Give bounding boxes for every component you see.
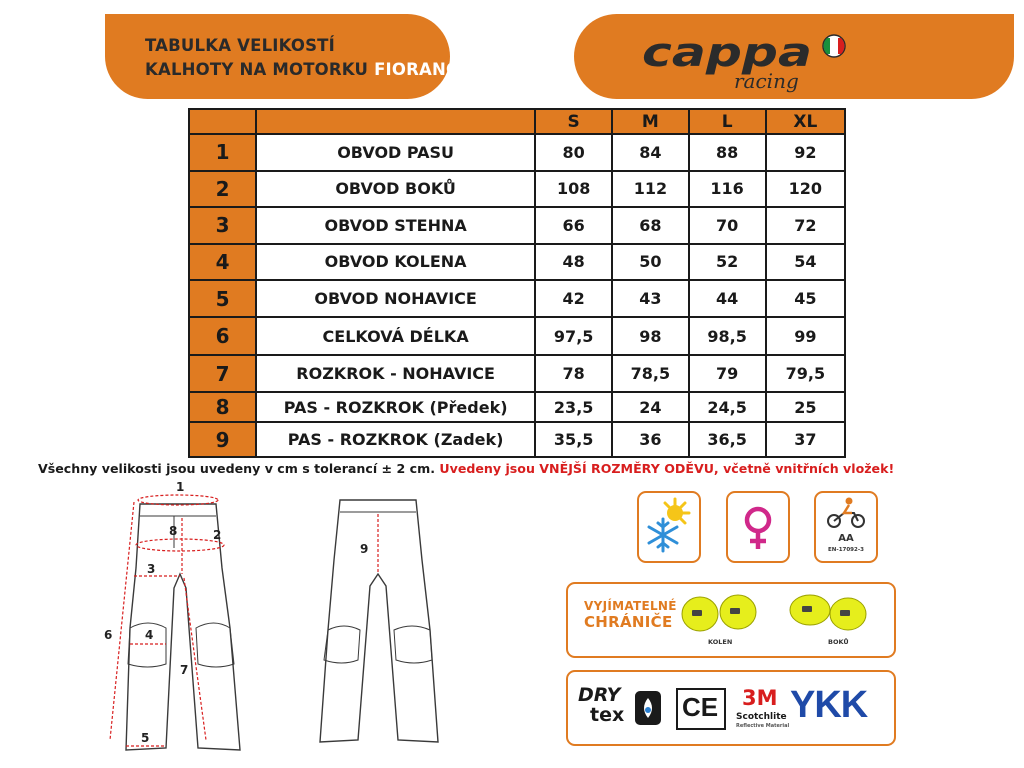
protectors-title <box>584 598 677 630</box>
size-value-xl: 120 <box>766 171 845 208</box>
hip-label: BOKŮ <box>828 638 849 646</box>
table-row <box>189 207 845 244</box>
size-value-s: 35,5 <box>535 422 612 457</box>
size-value-xl: 25 <box>766 392 845 422</box>
size-value-m: 84 <box>612 134 688 171</box>
drytex-top: DRY <box>578 684 621 706</box>
logo-subtext: racing <box>734 69 799 93</box>
measure-label-9: 9 <box>360 542 369 556</box>
row-label: OBVOD STEHNA <box>256 207 535 244</box>
row-number: 3 <box>189 207 256 244</box>
row-number: 7 <box>189 355 256 392</box>
size-header-m: M <box>612 109 688 134</box>
protectors-panel <box>566 582 896 658</box>
row-label: OBVOD NOHAVICE <box>256 280 535 317</box>
measure-label-5: 5 <box>141 731 150 745</box>
table-row <box>189 317 845 356</box>
rating-card <box>814 491 878 563</box>
size-value-s: 42 <box>535 280 612 317</box>
size-value-l: 116 <box>689 171 766 208</box>
size-value-l: 36,5 <box>689 422 766 457</box>
size-value-m: 98 <box>612 317 688 356</box>
drytex-drop-icon <box>634 690 662 726</box>
rating-norm: EN-17092-3 <box>828 547 864 553</box>
size-value-l: 88 <box>689 134 766 171</box>
measure-label-6: 6 <box>104 628 113 642</box>
gender-card <box>726 491 790 563</box>
row-label: OBVOD BOKŮ <box>256 171 535 208</box>
season-card <box>637 491 701 563</box>
ykk-logo <box>790 682 890 732</box>
size-value-m: 50 <box>612 244 688 281</box>
motorcycle-rider-icon <box>816 493 876 533</box>
ce-text: CE <box>682 692 719 722</box>
size-value-s: 78 <box>535 355 612 392</box>
ce-mark <box>676 688 726 730</box>
size-value-l: 52 <box>689 244 766 281</box>
row-label: PAS - ROZKROK (Předek) <box>256 392 535 422</box>
size-value-m: 68 <box>612 207 688 244</box>
scotchlite-logo <box>734 684 794 734</box>
row-label: OBVOD KOLENA <box>256 244 535 281</box>
row-label: ROZKROK - NOHAVICE <box>256 355 535 392</box>
size-value-m: 24 <box>612 392 688 422</box>
knee-pad-icon <box>682 595 756 631</box>
measure-label-1: 1 <box>176 480 185 494</box>
size-header-l: L <box>689 109 766 134</box>
row-number: 8 <box>189 392 256 422</box>
measure-label-7: 7 <box>180 663 189 677</box>
knee-label: KOLEN <box>708 638 733 646</box>
row-label: OBVOD PASU <box>256 134 535 171</box>
size-value-l: 70 <box>689 207 766 244</box>
size-value-xl: 99 <box>766 317 845 356</box>
size-header-xl: XL <box>766 109 845 134</box>
m3-text: 3M <box>742 686 778 710</box>
rating-aa: AA <box>838 533 854 544</box>
label-header-cell <box>256 109 535 134</box>
table-row <box>189 171 845 208</box>
row-number: 2 <box>189 171 256 208</box>
size-value-xl: 92 <box>766 134 845 171</box>
size-value-l: 98,5 <box>689 317 766 356</box>
title-product: KALHOTY NA MOTORKU <box>145 60 369 79</box>
snowflake-sun-icon <box>639 493 699 561</box>
front-pants-diagram <box>100 478 260 758</box>
protectors-title-line2: CHRÁNIČE <box>584 613 673 631</box>
table-row <box>189 280 845 317</box>
size-value-xl: 54 <box>766 244 845 281</box>
corner-cell <box>189 109 256 134</box>
table-row <box>189 244 845 281</box>
size-value-s: 66 <box>535 207 612 244</box>
title-model: FIORANO <box>374 60 461 79</box>
scotchlite-text: Scotchlite <box>736 712 787 722</box>
row-number: 1 <box>189 134 256 171</box>
size-value-l: 24,5 <box>689 392 766 422</box>
size-value-m: 36 <box>612 422 688 457</box>
size-value-l: 44 <box>689 280 766 317</box>
size-value-xl: 37 <box>766 422 845 457</box>
drytex-logo <box>578 684 664 734</box>
size-note <box>38 461 1018 476</box>
back-pants-diagram <box>312 490 442 750</box>
size-value-xl: 79,5 <box>766 355 845 392</box>
size-value-s: 48 <box>535 244 612 281</box>
italian-flag-icon <box>823 35 845 57</box>
row-number: 5 <box>189 280 256 317</box>
measure-label-8: 8 <box>169 524 178 538</box>
drytex-bottom: tex <box>590 704 625 726</box>
size-value-m: 43 <box>612 280 688 317</box>
cappa-racing-logo <box>634 22 874 94</box>
logo-text: cappa <box>642 30 812 76</box>
size-value-xl: 72 <box>766 207 845 244</box>
row-label: PAS - ROZKROK (Zadek) <box>256 422 535 457</box>
note-warning: Uvedeny jsou VNĚJŠÍ ROZMĚRY ODĚVU, včetně vnitřních vložek! <box>439 461 895 476</box>
table-row <box>189 392 845 422</box>
ykk-text: YKK <box>790 684 868 726</box>
size-value-s: 80 <box>535 134 612 171</box>
table-row <box>189 422 845 457</box>
size-value-m: 112 <box>612 171 688 208</box>
size-table <box>188 108 846 458</box>
measure-label-2: 2 <box>213 528 222 542</box>
size-value-xl: 45 <box>766 280 845 317</box>
measure-label-3: 3 <box>147 562 156 576</box>
table-row <box>189 355 845 392</box>
hip-pad-icon <box>790 595 866 630</box>
row-label: CELKOVÁ DÉLKA <box>256 317 535 356</box>
size-value-s: 97,5 <box>535 317 612 356</box>
table-row <box>189 134 845 171</box>
size-value-l: 79 <box>689 355 766 392</box>
size-header-s: S <box>535 109 612 134</box>
row-number: 4 <box>189 244 256 281</box>
measure-label-4: 4 <box>145 628 154 642</box>
row-number: 6 <box>189 317 256 356</box>
title-banner <box>105 14 461 99</box>
size-value-s: 108 <box>535 171 612 208</box>
brand-banner <box>574 14 1014 99</box>
size-value-m: 78,5 <box>612 355 688 392</box>
title-line2 <box>145 60 460 79</box>
title-line1: TABULKA VELIKOSTÍ <box>145 36 335 55</box>
scotchlite-sub: Reflective Material <box>736 723 790 729</box>
brands-panel <box>566 670 896 746</box>
female-symbol-icon <box>728 493 788 561</box>
protectors-title-line1: VYJÍMATELNÉ <box>584 599 677 613</box>
row-number: 9 <box>189 422 256 457</box>
note-tolerance: Všechny velikosti jsou uvedeny v cm s tolerancí ± 2 cm. <box>38 461 435 476</box>
size-value-s: 23,5 <box>535 392 612 422</box>
table-header-row <box>189 109 845 134</box>
